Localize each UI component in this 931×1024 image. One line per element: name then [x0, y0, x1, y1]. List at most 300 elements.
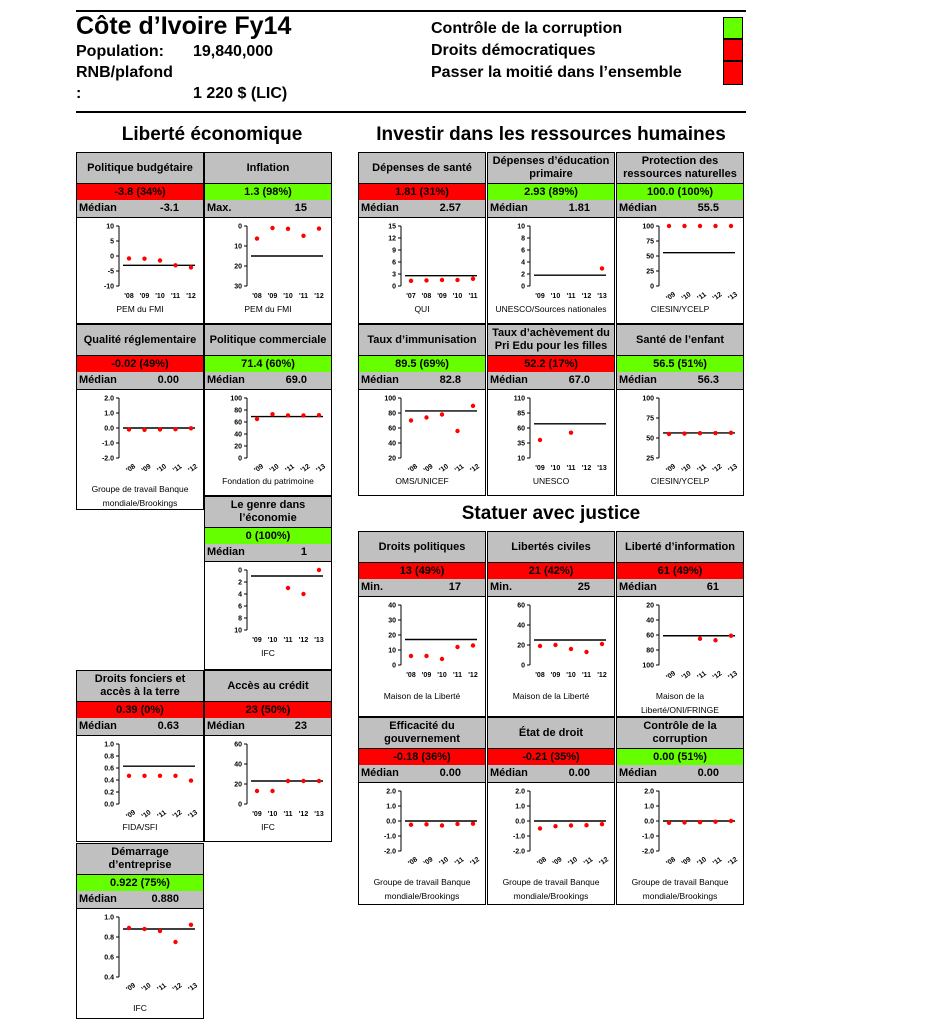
y-tick-label: 0.0	[644, 818, 654, 826]
indicator-threshold	[617, 765, 743, 783]
y-tick-label: 4	[238, 591, 242, 599]
y-tick-label: 0	[238, 455, 242, 463]
x-tick-label: '08	[665, 856, 678, 868]
threshold-value: 61	[706, 581, 719, 593]
data-point	[424, 822, 428, 826]
y-tick-label: -1.0	[641, 833, 654, 841]
y-tick-label: 20	[234, 781, 242, 789]
y-tick-label: 1.0	[386, 803, 396, 811]
threshold-value: 67.0	[568, 374, 590, 386]
legend-label-democratic: Droits démocratiques	[431, 42, 596, 59]
x-tick-label: '09	[680, 856, 693, 868]
x-tick-label: '09	[665, 670, 678, 682]
threshold-label: Médian	[619, 767, 657, 779]
y-tick-label: 100	[384, 395, 396, 403]
legend-swatch-overall	[723, 61, 743, 85]
y-tick-label: 0	[392, 283, 396, 291]
x-tick-label: '12	[299, 463, 312, 475]
y-tick-label: 15	[388, 223, 396, 231]
threshold-label: Médian	[207, 720, 245, 732]
indicator-card-information	[616, 531, 744, 717]
y-tick-label: 10	[234, 627, 242, 635]
x-tick-label: '10	[267, 637, 278, 644]
y-tick-label: 80	[388, 410, 396, 418]
threshold-value: 25	[577, 581, 590, 593]
data-point	[189, 426, 193, 430]
x-tick-label: '12	[598, 856, 611, 868]
indicator-card-immunization	[358, 324, 486, 496]
threshold-label: Médian	[79, 374, 117, 386]
data-point	[270, 412, 274, 416]
indicator-chart	[488, 597, 614, 687]
y-tick-label: 0	[392, 662, 396, 670]
y-tick-label: -2.0	[641, 848, 654, 856]
indicator-score: 0.922 (75%)	[77, 875, 203, 892]
x-tick-label: '08	[407, 856, 420, 868]
indicator-score: 100.0 (100%)	[617, 184, 743, 201]
indicator-source: UNESCO/Sources nationales	[495, 304, 607, 314]
indicator-chart	[617, 218, 743, 308]
x-tick-label: '11	[566, 293, 576, 300]
indicator-card-girls	[487, 324, 615, 496]
x-tick-label: '08	[406, 672, 416, 679]
data-point	[127, 427, 131, 431]
threshold-label: Médian	[619, 581, 657, 593]
x-tick-label: '09	[139, 293, 150, 300]
y-tick-label: 60	[388, 425, 396, 433]
indicator-score: 52.2 (17%)	[488, 356, 614, 373]
x-tick-label: '09	[267, 293, 278, 300]
threshold-value: 1	[300, 546, 307, 558]
indicator-score: 1.81 (31%)	[359, 184, 485, 201]
y-tick-label: 10	[517, 455, 525, 463]
indicator-source: Fondation du patrimoine	[222, 476, 314, 486]
section-human-investment: Investir dans les ressources humaines	[376, 124, 726, 145]
indicator-title: Liberté d’information	[617, 532, 743, 563]
x-tick-label: '11	[711, 856, 724, 868]
data-point	[255, 236, 259, 240]
indicator-score: 1.3 (98%)	[205, 184, 331, 201]
indicator-title: Démarrage d’entreprise	[77, 844, 203, 875]
y-tick-label: 100	[230, 395, 242, 403]
y-tick-label: -10	[103, 283, 114, 291]
population-value: 19,840,000	[193, 43, 274, 60]
data-point	[553, 643, 557, 647]
x-tick-label: '10	[550, 465, 561, 472]
y-tick-label: 5	[110, 238, 114, 246]
threshold-label: Médian	[361, 374, 399, 386]
data-point	[569, 823, 573, 827]
x-tick-label: '12	[597, 672, 607, 679]
x-tick-label: '13	[597, 465, 607, 472]
data-point	[424, 654, 428, 658]
x-tick-label: '09	[535, 293, 545, 300]
indicator-chart	[359, 218, 485, 308]
indicator-card-gov	[358, 717, 486, 905]
threshold-label: Médian	[490, 767, 528, 779]
data-point	[455, 645, 459, 649]
y-tick-label: -2.0	[101, 455, 114, 463]
indicator-source: Maison de la Liberté/ONI/FRINGE	[641, 691, 719, 715]
y-tick-label: 0.0	[104, 425, 114, 433]
data-point	[667, 432, 671, 436]
y-tick-label: 0.8	[104, 934, 114, 942]
x-tick-label: '12	[298, 637, 309, 644]
x-tick-label: '12	[171, 809, 184, 821]
threshold-value: 56.3	[697, 374, 719, 386]
data-point	[440, 823, 444, 827]
data-point	[667, 821, 671, 825]
indicator-score: -0.18 (36%)	[359, 749, 485, 766]
x-tick-label: '09	[551, 856, 564, 868]
indicator-score: -3.8 (34%)	[77, 184, 203, 201]
x-tick-label: '11	[156, 982, 168, 994]
x-tick-label: '11	[452, 672, 463, 679]
threshold-label: Médian	[79, 720, 117, 732]
gni-value: 1 220 $ (LIC)	[193, 85, 288, 102]
x-tick-label: '10	[438, 463, 451, 475]
data-point	[569, 647, 573, 651]
y-tick-label: 12	[388, 235, 396, 243]
y-tick-label: 0	[238, 567, 242, 575]
x-tick-label: '12	[711, 291, 724, 303]
threshold-label: Min.	[490, 581, 512, 593]
data-point	[255, 789, 259, 793]
data-point	[189, 265, 193, 269]
x-tick-label: '08	[407, 463, 420, 475]
x-tick-label: '09	[535, 465, 545, 472]
data-point	[142, 774, 146, 778]
indicator-source: OMS/UNICEF	[395, 476, 449, 486]
y-tick-label: 0	[521, 662, 525, 670]
indicator-card-budget	[76, 152, 204, 324]
data-point	[127, 774, 131, 778]
threshold-label: Médian	[361, 767, 399, 779]
y-tick-label: 60	[517, 425, 525, 433]
data-point	[600, 642, 604, 646]
data-point	[698, 637, 702, 641]
y-tick-label: 40	[517, 622, 525, 630]
data-point	[553, 824, 557, 828]
indicator-title: Efficacité du gouvernement	[359, 718, 485, 749]
indicator-title: Taux d’achèvement du Pri Edu pour les filles	[488, 325, 614, 356]
data-point	[173, 263, 177, 267]
threshold-value: 15	[294, 202, 307, 214]
section-ruling-justly: Statuer avec justice	[461, 503, 641, 524]
indicator-source: CIESIN/YCELP	[650, 304, 710, 314]
indicator-threshold	[77, 891, 203, 909]
x-tick-label: '11	[468, 293, 478, 300]
indicator-chart	[617, 783, 743, 873]
x-tick-label: '13	[314, 637, 324, 644]
indicator-chart	[77, 218, 203, 308]
indicator-card-startup	[76, 843, 204, 1019]
data-point	[173, 427, 177, 431]
x-tick-label: '11	[582, 856, 595, 868]
indicator-title: Le genre dans l’économie	[205, 497, 331, 528]
indicator-chart	[488, 218, 614, 308]
data-point	[127, 926, 131, 930]
data-point	[301, 234, 305, 238]
y-tick-label: 0.0	[515, 818, 525, 826]
threshold-label: Médian	[619, 374, 657, 386]
y-tick-label: 1.0	[104, 914, 114, 922]
x-tick-label: '10	[567, 856, 580, 868]
data-point	[127, 256, 131, 260]
threshold-value: 55.5	[697, 202, 719, 214]
indicator-threshold	[77, 372, 203, 390]
y-tick-label: 40	[388, 602, 396, 610]
y-tick-label: 80	[646, 647, 654, 655]
x-tick-label: '10	[696, 856, 709, 868]
x-tick-label: '10	[680, 670, 693, 682]
indicator-title: Protection des ressources naturelles	[617, 153, 743, 184]
data-point	[189, 778, 193, 782]
x-tick-label: '13	[727, 463, 740, 475]
data-point	[286, 227, 290, 231]
indicator-card-child	[616, 324, 744, 496]
threshold-value: 69.0	[285, 374, 307, 386]
y-tick-label: 40	[234, 431, 242, 439]
y-tick-label: 0.4	[104, 777, 114, 785]
y-tick-label: 2	[521, 271, 525, 279]
x-tick-label: '12	[186, 293, 196, 300]
threshold-value: 2.57	[439, 202, 461, 214]
indicator-card-trade	[204, 324, 332, 496]
x-tick-label: '12	[469, 463, 482, 475]
x-tick-label: '07	[406, 293, 416, 300]
y-tick-label: 85	[517, 410, 525, 418]
y-tick-label: 50	[646, 253, 654, 261]
data-point	[713, 638, 717, 642]
indicator-threshold	[617, 200, 743, 218]
indicator-card-regulatory	[76, 324, 204, 510]
data-point	[600, 822, 604, 826]
x-tick-label: '10	[283, 293, 293, 300]
y-tick-label: 100	[642, 223, 654, 231]
x-tick-label: '11	[453, 856, 466, 868]
y-tick-label: 2.0	[104, 395, 114, 403]
x-tick-label: '13	[597, 293, 607, 300]
x-tick-label: '10	[437, 672, 447, 679]
x-tick-label: '10	[550, 293, 561, 300]
x-tick-label: '11	[156, 809, 168, 821]
x-tick-label: '13	[315, 463, 328, 475]
indicator-score: -0.21 (35%)	[488, 749, 614, 766]
threshold-value: 82.8	[439, 374, 461, 386]
y-tick-label: 60	[646, 632, 654, 640]
data-point	[158, 258, 162, 262]
data-point	[317, 413, 321, 417]
indicator-source: IFC	[261, 822, 275, 832]
y-tick-label: 2.0	[386, 788, 396, 796]
x-tick-label: '12	[314, 293, 324, 300]
data-point	[440, 657, 444, 661]
indicator-card-land	[76, 670, 204, 842]
x-tick-label: '12	[171, 982, 184, 994]
gni-colon: :	[76, 85, 82, 102]
y-tick-label: 0	[110, 253, 114, 261]
data-point	[301, 413, 305, 417]
indicator-title: Droits politiques	[359, 532, 485, 563]
y-tick-label: 20	[234, 443, 242, 451]
indicator-threshold	[205, 372, 331, 390]
data-point	[270, 226, 274, 230]
y-tick-label: 1.0	[515, 803, 525, 811]
data-point	[270, 789, 274, 793]
y-tick-label: 6	[521, 247, 525, 255]
threshold-label: Médian	[207, 546, 245, 558]
x-tick-label: '09	[422, 856, 435, 868]
indicator-threshold	[77, 200, 203, 218]
threshold-label: Médian	[79, 202, 117, 214]
threshold-label: Min.	[361, 581, 383, 593]
indicator-source: Groupe de travail Banque mondiale/Brookings	[373, 877, 471, 901]
indicator-score: 2.93 (89%)	[488, 184, 614, 201]
x-tick-label: '10	[566, 672, 576, 679]
x-tick-label: '09	[125, 809, 138, 821]
y-tick-label: 60	[234, 741, 242, 749]
y-tick-label: 6	[238, 603, 242, 611]
threshold-value: 0.880	[151, 893, 179, 905]
y-tick-label: -1.0	[101, 440, 114, 448]
indicator-chart	[77, 390, 203, 480]
data-point	[409, 654, 413, 658]
threshold-value: 0.00	[439, 767, 461, 779]
x-tick-label: '08	[536, 856, 549, 868]
threshold-label: Médian	[619, 202, 657, 214]
indicator-chart	[77, 736, 203, 826]
indicator-card-health	[358, 152, 486, 324]
threshold-value: 17	[448, 581, 461, 593]
x-tick-label: '11	[283, 637, 293, 644]
y-tick-label: 10	[106, 223, 114, 231]
y-tick-label: 0	[521, 283, 525, 291]
x-tick-label: '08	[125, 463, 138, 475]
indicator-score: 21 (42%)	[488, 563, 614, 580]
data-point	[729, 224, 733, 228]
data-point	[455, 429, 459, 433]
indicator-source: Groupe de travail Banque mondiale/Brookings	[631, 877, 729, 901]
y-tick-label: 40	[646, 617, 654, 625]
data-point	[682, 224, 686, 228]
x-tick-label: '11	[170, 293, 181, 300]
indicator-card-education	[487, 152, 615, 324]
indicator-source: FIDA/SFI	[122, 822, 158, 832]
data-point	[471, 643, 475, 647]
indicator-threshold	[617, 579, 743, 597]
indicator-card-rule	[487, 717, 615, 905]
y-tick-label: 2	[238, 579, 242, 587]
threshold-label: Médian	[207, 374, 245, 386]
y-tick-label: -1.0	[512, 833, 525, 841]
data-point	[158, 774, 162, 778]
indicator-score: 23 (50%)	[205, 702, 331, 719]
data-point	[471, 277, 475, 281]
data-point	[729, 819, 733, 823]
indicator-source: PEM du FMI	[116, 304, 164, 314]
y-tick-label: 1.0	[104, 741, 114, 749]
legend-label-overall: Passer la moitié dans l’ensemble	[431, 64, 682, 81]
x-tick-label: '11	[284, 463, 296, 475]
x-tick-label: '10	[155, 293, 165, 300]
indicator-card-political	[358, 531, 486, 717]
data-point	[538, 644, 542, 648]
y-tick-label: 0.0	[104, 801, 114, 809]
data-point	[471, 404, 475, 408]
y-tick-label: 9	[392, 247, 396, 255]
indicator-source: Maison de la Liberté	[512, 691, 590, 701]
data-point	[317, 226, 321, 230]
x-tick-label: '11	[171, 463, 184, 475]
data-point	[538, 438, 542, 442]
x-tick-label: '10	[680, 463, 693, 475]
indicator-title: Politique commerciale	[205, 325, 331, 356]
indicator-source: IFC	[261, 648, 275, 658]
indicator-score: 71.4 (60%)	[205, 356, 331, 373]
x-tick-label: '12	[187, 463, 200, 475]
threshold-value: 0.00	[568, 767, 590, 779]
indicator-score: 61 (49%)	[617, 563, 743, 580]
y-tick-label: 0	[650, 283, 654, 291]
x-tick-label: '13	[314, 811, 324, 818]
data-point	[424, 278, 428, 282]
y-tick-label: 75	[646, 238, 654, 246]
data-point	[301, 592, 305, 596]
y-tick-label: 20	[388, 455, 396, 463]
data-point	[698, 224, 702, 228]
indicator-title: Taux d’immunisation	[359, 325, 485, 356]
y-tick-label: 10	[517, 223, 525, 231]
y-tick-label: 0.2	[104, 789, 114, 797]
data-point	[667, 224, 671, 228]
page-title: Côte d’Ivoire Fy14	[76, 12, 292, 40]
data-point	[713, 820, 717, 824]
y-tick-label: 80	[234, 407, 242, 415]
threshold-label: Max.	[207, 202, 232, 214]
y-tick-label: 60	[517, 602, 525, 610]
x-tick-label: '10	[156, 463, 169, 475]
data-point	[301, 779, 305, 783]
indicator-title: Dépenses de santé	[359, 153, 485, 184]
indicator-threshold	[359, 579, 485, 597]
indicator-threshold	[488, 765, 614, 783]
y-tick-label: 8	[238, 615, 242, 623]
threshold-value: 0.00	[697, 767, 719, 779]
x-tick-label: '11	[298, 293, 309, 300]
data-point	[471, 822, 475, 826]
header-rule	[76, 111, 746, 113]
y-tick-label: 1.0	[644, 803, 654, 811]
x-tick-label: '10	[438, 856, 451, 868]
x-tick-label: '12	[469, 856, 482, 868]
x-tick-label: '10	[452, 293, 463, 300]
threshold-value: 23	[294, 720, 307, 732]
y-tick-label: 0.0	[386, 818, 396, 826]
indicator-score: 89.5 (69%)	[359, 356, 485, 373]
x-tick-label: '12	[581, 293, 592, 300]
indicator-chart	[359, 783, 485, 873]
indicator-source: Maison de la Liberté	[383, 691, 461, 701]
y-tick-label: 40	[388, 440, 396, 448]
indicator-source: Groupe de travail Banque mondiale/Brookings	[91, 484, 189, 508]
indicator-score: 0.39 (0%)	[77, 702, 203, 719]
threshold-label: Médian	[490, 374, 528, 386]
indicator-card-civil	[487, 531, 615, 717]
x-tick-label: '09	[665, 463, 678, 475]
legend-swatch-corruption	[723, 17, 743, 39]
y-tick-label: 3	[392, 271, 396, 279]
